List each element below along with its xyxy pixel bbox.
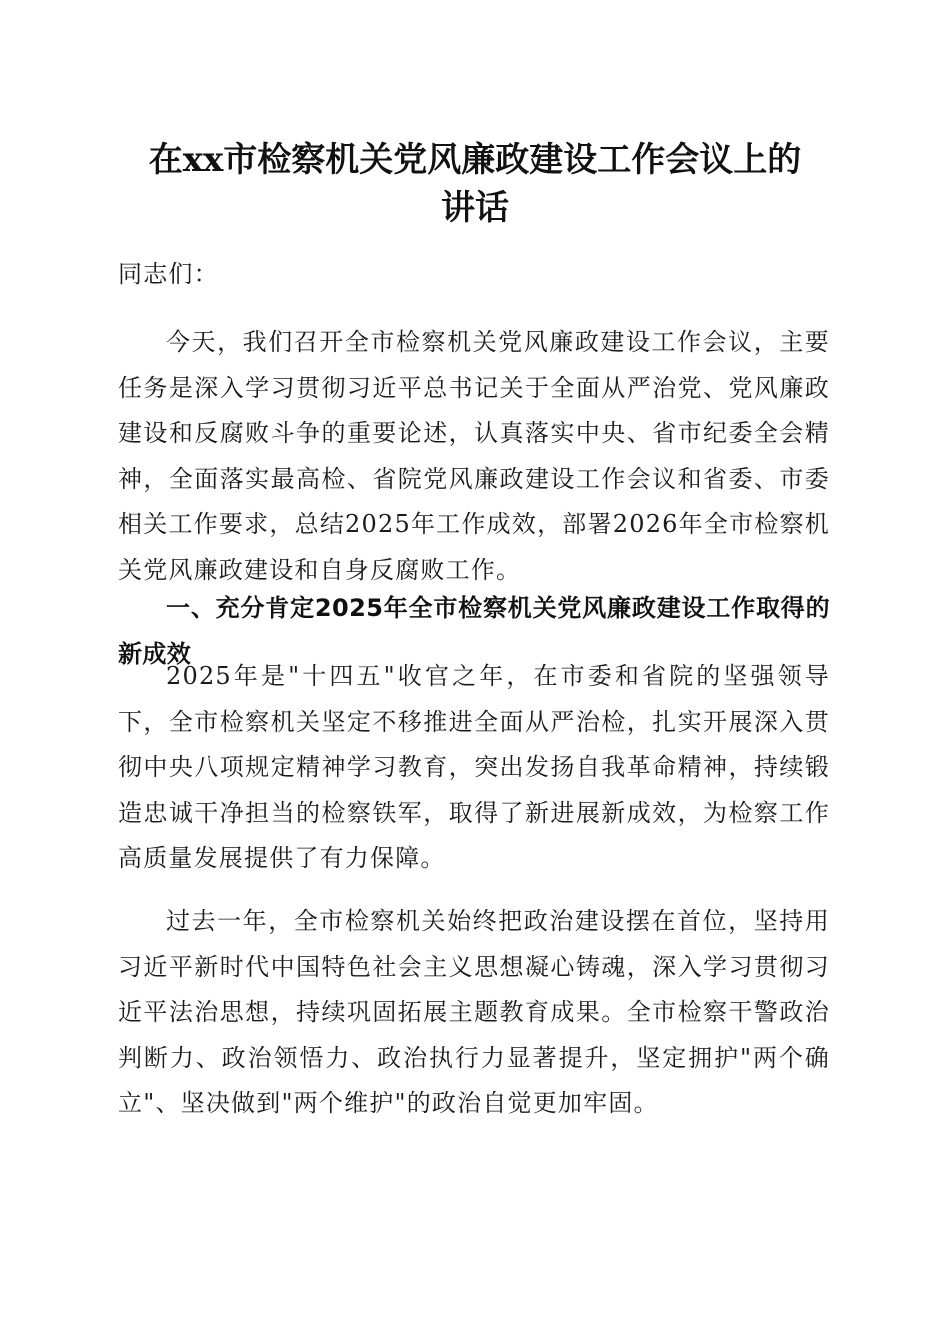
section-heading-1: 一、充分肯定2025年全市检察机关党风廉政建设工作取得的新成效 [118, 594, 830, 668]
title-line-1: 在xx市检察机关党风廉政建设工作会议上的 [148, 140, 802, 180]
paragraph-intro: 今天，我们召开全市检察机关党风廉政建设工作会议，主要任务是深入学习贯彻习近平总书记关于全面从严治党、党风廉政建设和反腐败斗争的重要论述，认真落实中央、省市纪委全会精神，全面落实最高检、省院党风廉政建设工作会议和省委、市委相关工作要求，总结2025年工作成效，部署2026年全市检察机关党风廉政建设和自身反腐败工作。 [118, 328, 830, 584]
salutation: 同志们： [118, 260, 219, 288]
title-line-2: 讲话 [441, 188, 509, 228]
paragraph-achievements: 2025年是"十四五"收官之年，在市委和省院的坚强领导下，全市检察机关坚定不移推进全面从严治检，扎实开展深入贯彻中央八项规定精神学习教育，突出发扬自我革命精神，持续锻造忠诚干净担当的检察铁军，取得了新进展新成效，为检察工作高质量发展提供了有力保障。 [118, 662, 830, 872]
paragraph-political-building: 过去一年，全市检察机关始终把政治建设摆在首位，坚持用习近平新时代中国特色社会主义思想凝心铸魂，深入学习贯彻习近平法治思想，持续巩固拓展主题教育成果。全市检察干警政治判断力、政治领悟力、政治执行力显著提升，坚定拥护"两个确立"、坚决做到"两个维护"的政治自觉更加牢固。 [118, 907, 830, 1117]
document-title [110, 136, 840, 232]
